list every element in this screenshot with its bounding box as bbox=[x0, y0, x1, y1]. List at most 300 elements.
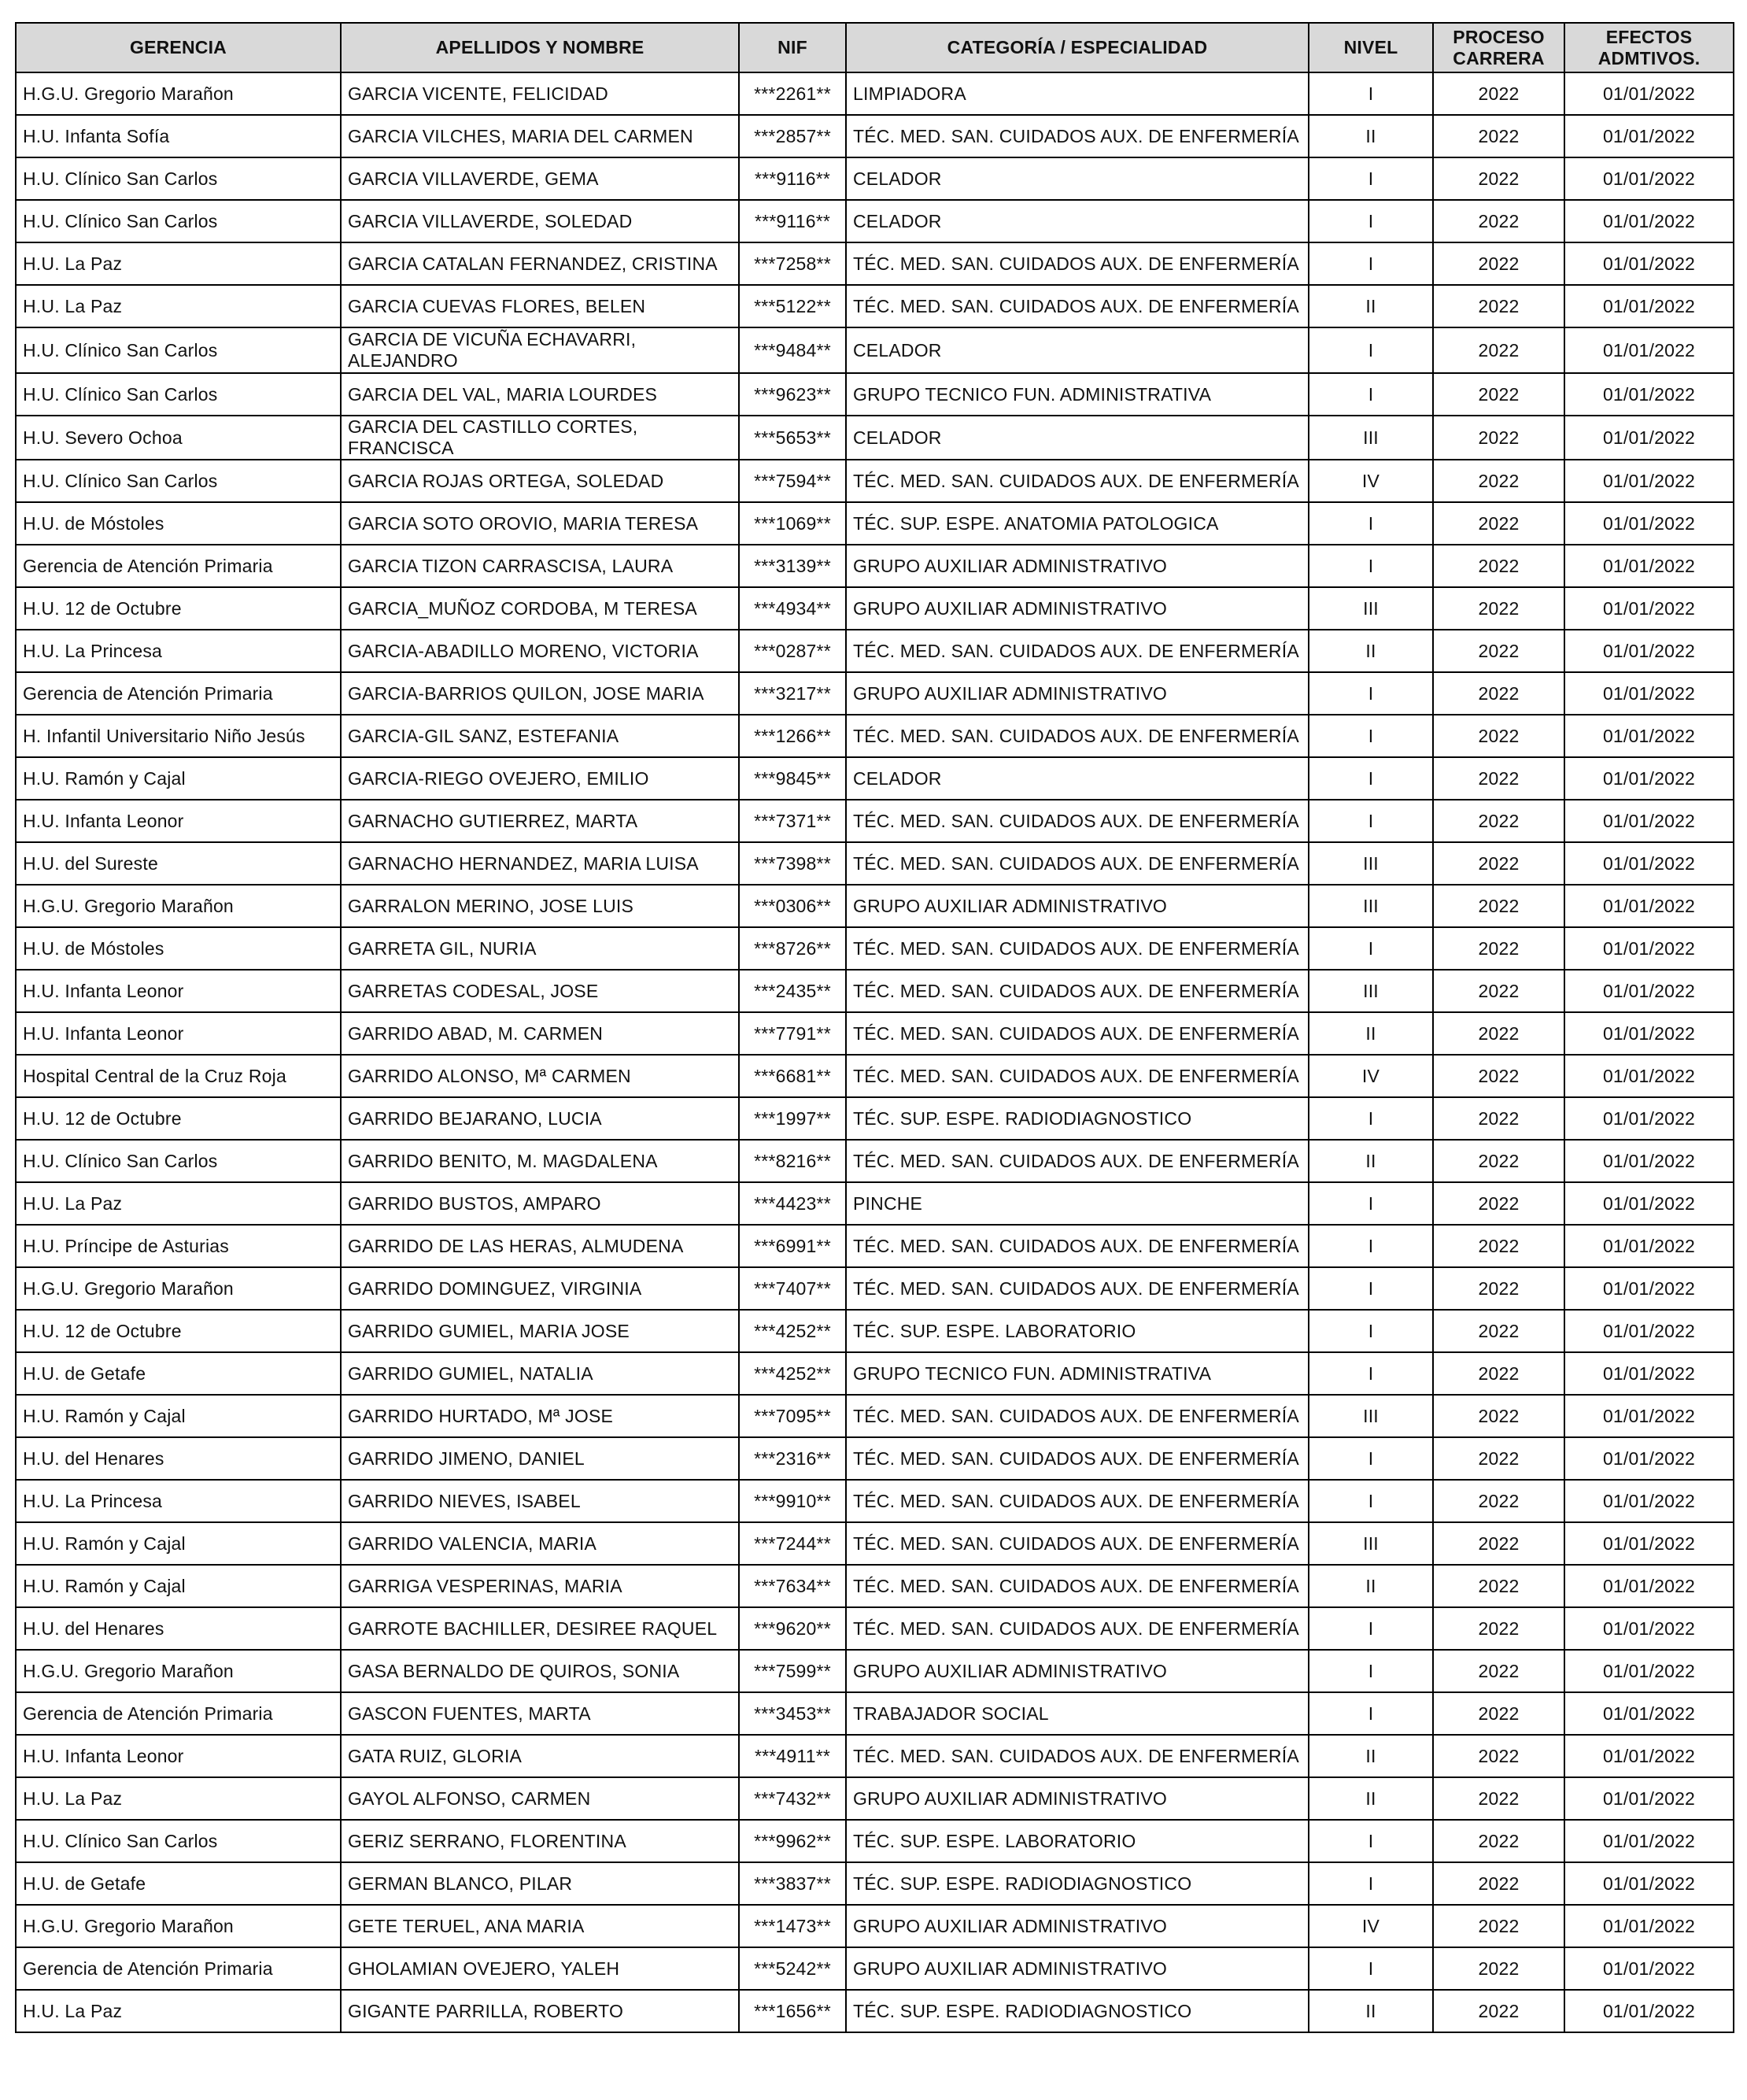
cell-gerencia: H.U. de Getafe bbox=[16, 1352, 341, 1395]
cell-gerencia: H.U. Clínico San Carlos bbox=[16, 200, 341, 242]
cell-nombre: GHOLAMIAN OVEJERO, YALEH bbox=[341, 1947, 739, 1990]
cell-nombre: GARROTE BACHILLER, DESIREE RAQUEL bbox=[341, 1607, 739, 1650]
header-nombre: APELLIDOS Y NOMBRE bbox=[341, 23, 739, 72]
cell-nif: ***9116** bbox=[739, 200, 846, 242]
cell-nombre: GARRIDO DOMINGUEZ, VIRGINIA bbox=[341, 1267, 739, 1310]
header-nivel: NIVEL bbox=[1309, 23, 1433, 72]
cell-proceso-carrera: 2022 bbox=[1433, 327, 1564, 373]
cell-efectos-admtivos: 01/01/2022 bbox=[1564, 1480, 1734, 1522]
cell-proceso-carrera: 2022 bbox=[1433, 1862, 1564, 1905]
cell-gerencia: H.U. Clínico San Carlos bbox=[16, 1820, 341, 1862]
cell-efectos-admtivos: 01/01/2022 bbox=[1564, 1565, 1734, 1607]
cell-nif: ***7599** bbox=[739, 1650, 846, 1692]
table-row bbox=[16, 1480, 1734, 1522]
cell-gerencia: H.U. Ramón y Cajal bbox=[16, 1395, 341, 1437]
cell-proceso-carrera: 2022 bbox=[1433, 115, 1564, 157]
header-row bbox=[16, 23, 1734, 72]
table-row bbox=[16, 1352, 1734, 1395]
cell-nif: ***7244** bbox=[739, 1522, 846, 1565]
cell-nif: ***5242** bbox=[739, 1947, 846, 1990]
cell-categoria: TÉC. MED. SAN. CUIDADOS AUX. DE ENFERMERÍA bbox=[846, 1055, 1309, 1097]
table-row bbox=[16, 1905, 1734, 1947]
table-row bbox=[16, 1522, 1734, 1565]
cell-nombre: GARRIDO ABAD, M. CARMEN bbox=[341, 1012, 739, 1055]
cell-categoria: TÉC. SUP. ESPE. RADIODIAGNOSTICO bbox=[846, 1990, 1309, 2032]
cell-nombre: GAYOL ALFONSO, CARMEN bbox=[341, 1777, 739, 1820]
cell-gerencia: H.U. Clínico San Carlos bbox=[16, 1140, 341, 1182]
cell-categoria: TÉC. SUP. ESPE. ANATOMIA PATOLOGICA bbox=[846, 502, 1309, 545]
cell-nivel: II bbox=[1309, 630, 1433, 672]
cell-categoria: GRUPO AUXILIAR ADMINISTRATIVO bbox=[846, 1777, 1309, 1820]
cell-nivel: I bbox=[1309, 1862, 1433, 1905]
career-list-table bbox=[15, 22, 1734, 2033]
cell-nif: ***3453** bbox=[739, 1692, 846, 1735]
table-row bbox=[16, 1055, 1734, 1097]
cell-nivel: I bbox=[1309, 1607, 1433, 1650]
cell-nivel: IV bbox=[1309, 1055, 1433, 1097]
cell-nivel: I bbox=[1309, 1225, 1433, 1267]
cell-efectos-admtivos: 01/01/2022 bbox=[1564, 757, 1734, 800]
cell-nombre: GARRIDO NIEVES, ISABEL bbox=[341, 1480, 739, 1522]
cell-categoria: TÉC. MED. SAN. CUIDADOS AUX. DE ENFERMERÍA bbox=[846, 800, 1309, 842]
table-row bbox=[16, 1862, 1734, 1905]
cell-nif: ***3837** bbox=[739, 1862, 846, 1905]
cell-efectos-admtivos: 01/01/2022 bbox=[1564, 1097, 1734, 1140]
cell-nivel: I bbox=[1309, 72, 1433, 115]
cell-efectos-admtivos: 01/01/2022 bbox=[1564, 502, 1734, 545]
cell-proceso-carrera: 2022 bbox=[1433, 1055, 1564, 1097]
cell-nivel: II bbox=[1309, 1777, 1433, 1820]
cell-nivel: III bbox=[1309, 970, 1433, 1012]
cell-gerencia: H.U. Clínico San Carlos bbox=[16, 460, 341, 502]
cell-nif: ***4423** bbox=[739, 1182, 846, 1225]
cell-proceso-carrera: 2022 bbox=[1433, 72, 1564, 115]
cell-proceso-carrera: 2022 bbox=[1433, 1650, 1564, 1692]
cell-nif: ***0306** bbox=[739, 885, 846, 927]
cell-proceso-carrera: 2022 bbox=[1433, 1437, 1564, 1480]
header-efectos-admtivos bbox=[1564, 23, 1734, 72]
cell-proceso-carrera: 2022 bbox=[1433, 502, 1564, 545]
cell-gerencia: H.U. Clínico San Carlos bbox=[16, 157, 341, 200]
cell-efectos-admtivos: 01/01/2022 bbox=[1564, 800, 1734, 842]
cell-nif: ***0287** bbox=[739, 630, 846, 672]
cell-proceso-carrera: 2022 bbox=[1433, 1182, 1564, 1225]
cell-proceso-carrera: 2022 bbox=[1433, 545, 1564, 587]
cell-categoria: TÉC. MED. SAN. CUIDADOS AUX. DE ENFERMERÍA bbox=[846, 1267, 1309, 1310]
cell-gerencia: H.U. del Henares bbox=[16, 1437, 341, 1480]
cell-nif: ***7791** bbox=[739, 1012, 846, 1055]
cell-nombre: GARCIA TIZON CARRASCISA, LAURA bbox=[341, 545, 739, 587]
cell-nombre: GARRIDO ALONSO, Mª CARMEN bbox=[341, 1055, 739, 1097]
cell-gerencia: H.U. Infanta Sofía bbox=[16, 115, 341, 157]
cell-nombre: GARRETA GIL, NURIA bbox=[341, 927, 739, 970]
cell-categoria: CELADOR bbox=[846, 416, 1309, 460]
cell-nif: ***3139** bbox=[739, 545, 846, 587]
cell-nombre: GERMAN BLANCO, PILAR bbox=[341, 1862, 739, 1905]
cell-proceso-carrera: 2022 bbox=[1433, 1012, 1564, 1055]
cell-efectos-admtivos: 01/01/2022 bbox=[1564, 1650, 1734, 1692]
cell-categoria: GRUPO AUXILIAR ADMINISTRATIVO bbox=[846, 885, 1309, 927]
cell-gerencia: H.U. Infanta Leonor bbox=[16, 800, 341, 842]
cell-efectos-admtivos: 01/01/2022 bbox=[1564, 1905, 1734, 1947]
header-nif: NIF bbox=[739, 23, 846, 72]
cell-gerencia: H.U. La Princesa bbox=[16, 630, 341, 672]
table-row bbox=[16, 1607, 1734, 1650]
cell-categoria: CELADOR bbox=[846, 757, 1309, 800]
cell-nivel: I bbox=[1309, 1692, 1433, 1735]
cell-categoria: PINCHE bbox=[846, 1182, 1309, 1225]
cell-gerencia: H.U. Ramón y Cajal bbox=[16, 1565, 341, 1607]
cell-nombre: GARRIDO BUSTOS, AMPARO bbox=[341, 1182, 739, 1225]
cell-proceso-carrera: 2022 bbox=[1433, 1097, 1564, 1140]
cell-nif: ***1997** bbox=[739, 1097, 846, 1140]
cell-gerencia: H.U. La Princesa bbox=[16, 1480, 341, 1522]
cell-nif: ***2857** bbox=[739, 115, 846, 157]
cell-nif: ***6681** bbox=[739, 1055, 846, 1097]
cell-gerencia: H.U. 12 de Octubre bbox=[16, 1310, 341, 1352]
cell-nif: ***5122** bbox=[739, 285, 846, 327]
cell-categoria: TÉC. MED. SAN. CUIDADOS AUX. DE ENFERMERÍA bbox=[846, 1225, 1309, 1267]
cell-gerencia: H.G.U. Gregorio Marañon bbox=[16, 72, 341, 115]
cell-nivel: IV bbox=[1309, 460, 1433, 502]
table-row bbox=[16, 1437, 1734, 1480]
cell-gerencia: H.U. del Sureste bbox=[16, 842, 341, 885]
cell-categoria: TÉC. MED. SAN. CUIDADOS AUX. DE ENFERMERÍA bbox=[846, 115, 1309, 157]
cell-efectos-admtivos: 01/01/2022 bbox=[1564, 1225, 1734, 1267]
table-row bbox=[16, 460, 1734, 502]
cell-proceso-carrera: 2022 bbox=[1433, 1267, 1564, 1310]
cell-nivel: IV bbox=[1309, 1905, 1433, 1947]
cell-nivel: I bbox=[1309, 1352, 1433, 1395]
table-row bbox=[16, 1140, 1734, 1182]
cell-categoria: TÉC. MED. SAN. CUIDADOS AUX. DE ENFERMERÍA bbox=[846, 927, 1309, 970]
cell-nombre: GARRIDO HURTADO, Mª JOSE bbox=[341, 1395, 739, 1437]
cell-nivel: I bbox=[1309, 1480, 1433, 1522]
cell-efectos-admtivos: 01/01/2022 bbox=[1564, 1012, 1734, 1055]
cell-nif: ***7371** bbox=[739, 800, 846, 842]
cell-nombre: GARCIA-ABADILLO MORENO, VICTORIA bbox=[341, 630, 739, 672]
cell-nivel: I bbox=[1309, 1437, 1433, 1480]
cell-gerencia: H.G.U. Gregorio Marañon bbox=[16, 885, 341, 927]
cell-nombre: GASA BERNALDO DE QUIROS, SONIA bbox=[341, 1650, 739, 1692]
cell-gerencia: H.U. Infanta Leonor bbox=[16, 1735, 341, 1777]
cell-nivel: II bbox=[1309, 285, 1433, 327]
cell-gerencia: H.U. Ramón y Cajal bbox=[16, 757, 341, 800]
table-row bbox=[16, 885, 1734, 927]
cell-categoria: LIMPIADORA bbox=[846, 72, 1309, 115]
cell-efectos-admtivos: 01/01/2022 bbox=[1564, 1947, 1734, 1990]
cell-gerencia: H.U. de Móstoles bbox=[16, 927, 341, 970]
cell-efectos-admtivos: 01/01/2022 bbox=[1564, 715, 1734, 757]
table-row bbox=[16, 1947, 1734, 1990]
cell-nombre: GARCIA VILCHES, MARIA DEL CARMEN bbox=[341, 115, 739, 157]
cell-gerencia: H.U. Infanta Leonor bbox=[16, 970, 341, 1012]
cell-nif: ***7407** bbox=[739, 1267, 846, 1310]
table-row bbox=[16, 373, 1734, 416]
cell-proceso-carrera: 2022 bbox=[1433, 1522, 1564, 1565]
cell-nombre: GARCIA ROJAS ORTEGA, SOLEDAD bbox=[341, 460, 739, 502]
cell-nif: ***5653** bbox=[739, 416, 846, 460]
cell-nivel: III bbox=[1309, 842, 1433, 885]
cell-efectos-admtivos: 01/01/2022 bbox=[1564, 157, 1734, 200]
cell-gerencia: H.U. del Henares bbox=[16, 1607, 341, 1650]
cell-gerencia: H. Infantil Universitario Niño Jesús bbox=[16, 715, 341, 757]
cell-nombre: GARCIA VILLAVERDE, GEMA bbox=[341, 157, 739, 200]
table-row bbox=[16, 587, 1734, 630]
table-row bbox=[16, 115, 1734, 157]
cell-proceso-carrera: 2022 bbox=[1433, 1480, 1564, 1522]
cell-nivel: II bbox=[1309, 115, 1433, 157]
cell-nombre: GARCIA-BARRIOS QUILON, JOSE MARIA bbox=[341, 672, 739, 715]
cell-proceso-carrera: 2022 bbox=[1433, 970, 1564, 1012]
table-row bbox=[16, 200, 1734, 242]
cell-gerencia: H.U. Príncipe de Asturias bbox=[16, 1225, 341, 1267]
cell-efectos-admtivos: 01/01/2022 bbox=[1564, 1182, 1734, 1225]
cell-efectos-admtivos: 01/01/2022 bbox=[1564, 72, 1734, 115]
cell-nivel: I bbox=[1309, 1182, 1433, 1225]
table-row bbox=[16, 800, 1734, 842]
cell-efectos-admtivos: 01/01/2022 bbox=[1564, 630, 1734, 672]
cell-categoria: GRUPO TECNICO FUN. ADMINISTRATIVA bbox=[846, 1352, 1309, 1395]
cell-nivel: II bbox=[1309, 1012, 1433, 1055]
cell-gerencia: Gerencia de Atención Primaria bbox=[16, 1947, 341, 1990]
table-row bbox=[16, 927, 1734, 970]
header-proceso-carrera bbox=[1433, 23, 1564, 72]
cell-nif: ***2261** bbox=[739, 72, 846, 115]
cell-efectos-admtivos: 01/01/2022 bbox=[1564, 587, 1734, 630]
cell-nif: ***4252** bbox=[739, 1310, 846, 1352]
cell-nivel: III bbox=[1309, 1395, 1433, 1437]
cell-nivel: I bbox=[1309, 327, 1433, 373]
cell-nombre: GARRIDO DE LAS HERAS, ALMUDENA bbox=[341, 1225, 739, 1267]
cell-proceso-carrera: 2022 bbox=[1433, 1905, 1564, 1947]
cell-proceso-carrera: 2022 bbox=[1433, 1352, 1564, 1395]
table-row bbox=[16, 715, 1734, 757]
cell-nivel: I bbox=[1309, 1650, 1433, 1692]
cell-categoria: TÉC. MED. SAN. CUIDADOS AUX. DE ENFERMERÍA bbox=[846, 460, 1309, 502]
cell-gerencia: H.G.U. Gregorio Marañon bbox=[16, 1650, 341, 1692]
cell-gerencia: H.U. de Móstoles bbox=[16, 502, 341, 545]
cell-proceso-carrera: 2022 bbox=[1433, 373, 1564, 416]
cell-efectos-admtivos: 01/01/2022 bbox=[1564, 285, 1734, 327]
cell-gerencia: H.G.U. Gregorio Marañon bbox=[16, 1905, 341, 1947]
cell-efectos-admtivos: 01/01/2022 bbox=[1564, 1267, 1734, 1310]
cell-categoria: TÉC. MED. SAN. CUIDADOS AUX. DE ENFERMERÍA bbox=[846, 1395, 1309, 1437]
table-row bbox=[16, 1225, 1734, 1267]
table-row bbox=[16, 672, 1734, 715]
cell-nif: ***7594** bbox=[739, 460, 846, 502]
cell-efectos-admtivos: 01/01/2022 bbox=[1564, 927, 1734, 970]
cell-gerencia: Gerencia de Atención Primaria bbox=[16, 672, 341, 715]
cell-nombre: GARRALON MERINO, JOSE LUIS bbox=[341, 885, 739, 927]
cell-nombre: GARRIDO BENITO, M. MAGDALENA bbox=[341, 1140, 739, 1182]
cell-nombre: GARCIA VICENTE, FELICIDAD bbox=[341, 72, 739, 115]
cell-efectos-admtivos: 01/01/2022 bbox=[1564, 545, 1734, 587]
cell-proceso-carrera: 2022 bbox=[1433, 715, 1564, 757]
cell-categoria: TÉC. MED. SAN. CUIDADOS AUX. DE ENFERMERÍA bbox=[846, 1735, 1309, 1777]
cell-proceso-carrera: 2022 bbox=[1433, 885, 1564, 927]
cell-proceso-carrera: 2022 bbox=[1433, 672, 1564, 715]
cell-nif: ***7634** bbox=[739, 1565, 846, 1607]
cell-nif: ***8726** bbox=[739, 927, 846, 970]
cell-proceso-carrera: 2022 bbox=[1433, 1777, 1564, 1820]
cell-gerencia: H.U. 12 de Octubre bbox=[16, 587, 341, 630]
cell-categoria: CELADOR bbox=[846, 327, 1309, 373]
cell-proceso-carrera: 2022 bbox=[1433, 1310, 1564, 1352]
cell-nombre: GARCIA CUEVAS FLORES, BELEN bbox=[341, 285, 739, 327]
cell-proceso-carrera: 2022 bbox=[1433, 1225, 1564, 1267]
cell-proceso-carrera: 2022 bbox=[1433, 1565, 1564, 1607]
cell-categoria: GRUPO AUXILIAR ADMINISTRATIVO bbox=[846, 545, 1309, 587]
table-row bbox=[16, 1777, 1734, 1820]
table-row bbox=[16, 757, 1734, 800]
cell-categoria: TÉC. MED. SAN. CUIDADOS AUX. DE ENFERMERÍA bbox=[846, 1522, 1309, 1565]
cell-proceso-carrera: 2022 bbox=[1433, 757, 1564, 800]
cell-nombre: GERIZ SERRANO, FLORENTINA bbox=[341, 1820, 739, 1862]
cell-nivel: I bbox=[1309, 1947, 1433, 1990]
table-row bbox=[16, 842, 1734, 885]
cell-categoria: TÉC. MED. SAN. CUIDADOS AUX. DE ENFERMERÍA bbox=[846, 242, 1309, 285]
cell-efectos-admtivos: 01/01/2022 bbox=[1564, 1777, 1734, 1820]
cell-nombre: GETE TERUEL, ANA MARIA bbox=[341, 1905, 739, 1947]
cell-nombre: GARRIGA VESPERINAS, MARIA bbox=[341, 1565, 739, 1607]
cell-proceso-carrera: 2022 bbox=[1433, 1820, 1564, 1862]
table-row bbox=[16, 1990, 1734, 2032]
cell-efectos-admtivos: 01/01/2022 bbox=[1564, 1692, 1734, 1735]
table-row bbox=[16, 157, 1734, 200]
cell-gerencia: H.U. Infanta Leonor bbox=[16, 1012, 341, 1055]
table-row bbox=[16, 1012, 1734, 1055]
cell-nivel: III bbox=[1309, 1522, 1433, 1565]
cell-nif: ***9620** bbox=[739, 1607, 846, 1650]
cell-nif: ***4934** bbox=[739, 587, 846, 630]
cell-nombre: GARNACHO HERNANDEZ, MARIA LUISA bbox=[341, 842, 739, 885]
cell-nombre: GATA RUIZ, GLORIA bbox=[341, 1735, 739, 1777]
cell-nivel: I bbox=[1309, 757, 1433, 800]
table-row bbox=[16, 242, 1734, 285]
cell-categoria: TÉC. MED. SAN. CUIDADOS AUX. DE ENFERMERÍA bbox=[846, 1480, 1309, 1522]
cell-proceso-carrera: 2022 bbox=[1433, 285, 1564, 327]
cell-efectos-admtivos: 01/01/2022 bbox=[1564, 970, 1734, 1012]
table-row bbox=[16, 1097, 1734, 1140]
cell-efectos-admtivos: 01/01/2022 bbox=[1564, 200, 1734, 242]
cell-categoria: TÉC. MED. SAN. CUIDADOS AUX. DE ENFERMERÍA bbox=[846, 630, 1309, 672]
cell-nivel: III bbox=[1309, 416, 1433, 460]
table-row bbox=[16, 630, 1734, 672]
cell-proceso-carrera: 2022 bbox=[1433, 1990, 1564, 2032]
cell-categoria: GRUPO AUXILIAR ADMINISTRATIVO bbox=[846, 1947, 1309, 1990]
cell-nif: ***7432** bbox=[739, 1777, 846, 1820]
cell-nif: ***9623** bbox=[739, 373, 846, 416]
table-row bbox=[16, 970, 1734, 1012]
table-row bbox=[16, 1182, 1734, 1225]
cell-nivel: II bbox=[1309, 1140, 1433, 1182]
cell-nombre: GARRIDO GUMIEL, MARIA JOSE bbox=[341, 1310, 739, 1352]
cell-proceso-carrera: 2022 bbox=[1433, 1947, 1564, 1990]
header-categoria: CATEGORÍA / ESPECIALIDAD bbox=[846, 23, 1309, 72]
cell-categoria: TÉC. MED. SAN. CUIDADOS AUX. DE ENFERMERÍA bbox=[846, 1140, 1309, 1182]
table-row bbox=[16, 1692, 1734, 1735]
cell-nif: ***1266** bbox=[739, 715, 846, 757]
cell-efectos-admtivos: 01/01/2022 bbox=[1564, 1140, 1734, 1182]
cell-nivel: I bbox=[1309, 927, 1433, 970]
cell-categoria: TÉC. MED. SAN. CUIDADOS AUX. DE ENFERMERÍA bbox=[846, 285, 1309, 327]
table-header bbox=[16, 23, 1734, 72]
cell-nif: ***4252** bbox=[739, 1352, 846, 1395]
cell-efectos-admtivos: 01/01/2022 bbox=[1564, 115, 1734, 157]
cell-efectos-admtivos: 01/01/2022 bbox=[1564, 1862, 1734, 1905]
cell-gerencia: H.U. La Paz bbox=[16, 285, 341, 327]
table-row bbox=[16, 1310, 1734, 1352]
table-row bbox=[16, 1395, 1734, 1437]
cell-categoria: GRUPO AUXILIAR ADMINISTRATIVO bbox=[846, 587, 1309, 630]
cell-gerencia: H.U. La Paz bbox=[16, 1777, 341, 1820]
cell-categoria: TÉC. SUP. ESPE. LABORATORIO bbox=[846, 1820, 1309, 1862]
cell-nombre: GARCIA DEL CASTILLO CORTES, FRANCISCA bbox=[341, 416, 739, 460]
cell-nif: ***4911** bbox=[739, 1735, 846, 1777]
cell-categoria: TÉC. SUP. ESPE. LABORATORIO bbox=[846, 1310, 1309, 1352]
cell-nivel: I bbox=[1309, 502, 1433, 545]
cell-efectos-admtivos: 01/01/2022 bbox=[1564, 1820, 1734, 1862]
table-row bbox=[16, 285, 1734, 327]
cell-nombre: GARRIDO BEJARANO, LUCIA bbox=[341, 1097, 739, 1140]
cell-efectos-admtivos: 01/01/2022 bbox=[1564, 1735, 1734, 1777]
cell-proceso-carrera: 2022 bbox=[1433, 242, 1564, 285]
cell-categoria: TÉC. MED. SAN. CUIDADOS AUX. DE ENFERMERÍA bbox=[846, 1437, 1309, 1480]
cell-categoria: TÉC. MED. SAN. CUIDADOS AUX. DE ENFERMERÍA bbox=[846, 842, 1309, 885]
table-row bbox=[16, 416, 1734, 460]
cell-categoria: GRUPO TECNICO FUN. ADMINISTRATIVA bbox=[846, 373, 1309, 416]
cell-gerencia: H.U. La Paz bbox=[16, 1182, 341, 1225]
cell-nivel: I bbox=[1309, 242, 1433, 285]
cell-categoria: CELADOR bbox=[846, 157, 1309, 200]
cell-nivel: II bbox=[1309, 1990, 1433, 2032]
cell-nombre: GARCIA-RIEGO OVEJERO, EMILIO bbox=[341, 757, 739, 800]
cell-nif: ***2316** bbox=[739, 1437, 846, 1480]
cell-nif: ***9484** bbox=[739, 327, 846, 373]
cell-nivel: I bbox=[1309, 1310, 1433, 1352]
cell-efectos-admtivos: 01/01/2022 bbox=[1564, 1352, 1734, 1395]
cell-efectos-admtivos: 01/01/2022 bbox=[1564, 327, 1734, 373]
cell-nombre: GARCIA VILLAVERDE, SOLEDAD bbox=[341, 200, 739, 242]
cell-nombre: GARRETAS CODESAL, JOSE bbox=[341, 970, 739, 1012]
cell-efectos-admtivos: 01/01/2022 bbox=[1564, 242, 1734, 285]
cell-proceso-carrera: 2022 bbox=[1433, 842, 1564, 885]
cell-proceso-carrera: 2022 bbox=[1433, 157, 1564, 200]
cell-categoria: TRABAJADOR SOCIAL bbox=[846, 1692, 1309, 1735]
cell-nif: ***6991** bbox=[739, 1225, 846, 1267]
cell-nivel: I bbox=[1309, 1820, 1433, 1862]
header-efectos-line1: EFECTOS bbox=[1605, 26, 1693, 47]
cell-categoria: TÉC. MED. SAN. CUIDADOS AUX. DE ENFERMERÍA bbox=[846, 715, 1309, 757]
cell-categoria: TÉC. SUP. ESPE. RADIODIAGNOSTICO bbox=[846, 1097, 1309, 1140]
header-proceso-line2: CARRERA bbox=[1453, 47, 1545, 68]
cell-nivel: I bbox=[1309, 1097, 1433, 1140]
cell-categoria: GRUPO AUXILIAR ADMINISTRATIVO bbox=[846, 1650, 1309, 1692]
cell-nivel: I bbox=[1309, 545, 1433, 587]
cell-gerencia: H.U. Severo Ochoa bbox=[16, 416, 341, 460]
cell-nif: ***9845** bbox=[739, 757, 846, 800]
cell-proceso-carrera: 2022 bbox=[1433, 800, 1564, 842]
cell-proceso-carrera: 2022 bbox=[1433, 927, 1564, 970]
cell-efectos-admtivos: 01/01/2022 bbox=[1564, 1607, 1734, 1650]
cell-nivel: I bbox=[1309, 373, 1433, 416]
cell-nif: ***9116** bbox=[739, 157, 846, 200]
header-gerencia: GERENCIA bbox=[16, 23, 341, 72]
cell-efectos-admtivos: 01/01/2022 bbox=[1564, 1522, 1734, 1565]
cell-nif: ***9962** bbox=[739, 1820, 846, 1862]
cell-nivel: I bbox=[1309, 200, 1433, 242]
